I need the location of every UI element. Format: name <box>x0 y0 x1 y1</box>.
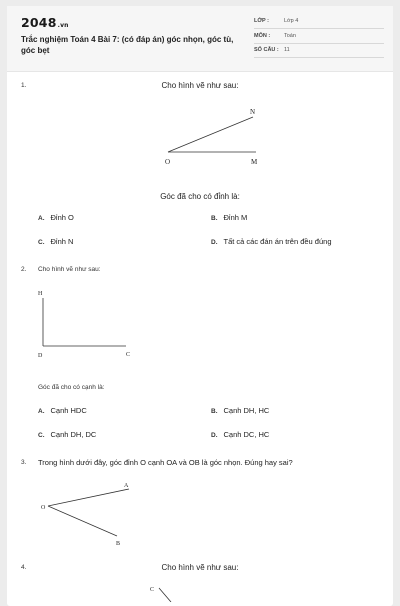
question-2-intro: Cho hình vẽ như sau: <box>38 266 101 273</box>
option-text: Đỉnh O <box>50 213 74 222</box>
label-c: C <box>150 587 155 593</box>
meta-subject <box>254 31 384 44</box>
question-4-number: 4. <box>21 564 27 571</box>
question-1-prompt: Góc đã cho có đỉnh là: <box>160 192 240 201</box>
label-b: B <box>116 541 121 547</box>
question-2-option-b[interactable] <box>211 406 269 415</box>
option-text: Cạnh HDC <box>50 406 87 415</box>
ray-ob <box>48 506 117 536</box>
document-page <box>7 6 393 606</box>
question-2-number: 2. <box>21 266 27 273</box>
meta-count-label: SỐ CÂU : <box>254 47 279 53</box>
meta-class-label: LỚP : <box>254 18 269 24</box>
label-d: D <box>38 353 43 359</box>
option-text: Cạnh DC, HC <box>223 430 270 439</box>
label-h: H <box>38 291 43 297</box>
question-1-option-b[interactable] <box>211 213 247 222</box>
question-2-prompt: Góc đã cho có cạnh là: <box>38 384 105 391</box>
label-c: C <box>126 352 131 358</box>
option-text: Cạnh DH, HC <box>223 406 270 415</box>
meta-class <box>254 16 384 29</box>
question-1-number: 1. <box>21 82 27 89</box>
label-o: O <box>165 158 171 166</box>
option-text: Đỉnh N <box>50 237 74 246</box>
question-3-figure <box>33 474 153 549</box>
meta-count <box>254 45 384 58</box>
question-3-text: Trong hình dưới đây, góc đỉnh O cạnh OA và OB là góc nhọn. Đúng hay sai? <box>38 458 293 467</box>
logo-domain: .vn <box>57 22 69 29</box>
logo-text: 2048 <box>21 15 57 30</box>
option-letter: D. <box>211 239 218 246</box>
question-1-option-d[interactable] <box>211 237 332 246</box>
option-letter: C. <box>38 239 45 246</box>
document-header <box>7 6 393 72</box>
site-logo[interactable] <box>21 15 69 30</box>
label-n: N <box>250 108 256 116</box>
option-letter: A. <box>38 215 45 222</box>
document-title: Trắc nghiệm Toán 4 Bài 7: (có đáp án) góc nhọn, góc tù, góc bẹt <box>21 35 234 55</box>
question-2-option-a[interactable] <box>38 406 87 415</box>
option-letter: B. <box>211 408 218 415</box>
question-4-intro: Cho hình vẽ như sau: <box>161 563 239 572</box>
question-1-intro: Cho hình vẽ như sau: <box>161 81 239 90</box>
label-m: M <box>251 158 258 166</box>
question-1-option-c[interactable] <box>38 237 73 246</box>
option-letter: C. <box>38 432 45 439</box>
question-2-option-d[interactable] <box>211 430 269 439</box>
option-letter: D. <box>211 432 218 439</box>
question-1-figure <box>147 102 267 172</box>
ray-on <box>168 117 253 152</box>
label-o: O <box>41 505 46 511</box>
label-a: A <box>124 483 129 489</box>
meta-subject-label: MÔN : <box>254 33 271 39</box>
ray-oa <box>48 489 129 506</box>
question-1-option-a[interactable] <box>38 213 74 222</box>
question-3-number: 3. <box>21 459 27 466</box>
meta-class-value: Lớp 4 <box>284 18 299 24</box>
meta-count-value: 11 <box>284 47 290 53</box>
option-text: Đỉnh M <box>223 213 248 222</box>
option-letter: A. <box>38 408 45 415</box>
option-letter: B. <box>211 215 218 222</box>
question-4-figure <box>142 580 202 602</box>
option-text: Tất cả các đán án trên đều đúng <box>223 237 332 246</box>
question-2-figure <box>33 282 143 362</box>
question-2-option-c[interactable] <box>38 430 96 439</box>
option-text: Cạnh DH, DC <box>50 430 97 439</box>
meta-subject-value: Toán <box>284 33 296 39</box>
